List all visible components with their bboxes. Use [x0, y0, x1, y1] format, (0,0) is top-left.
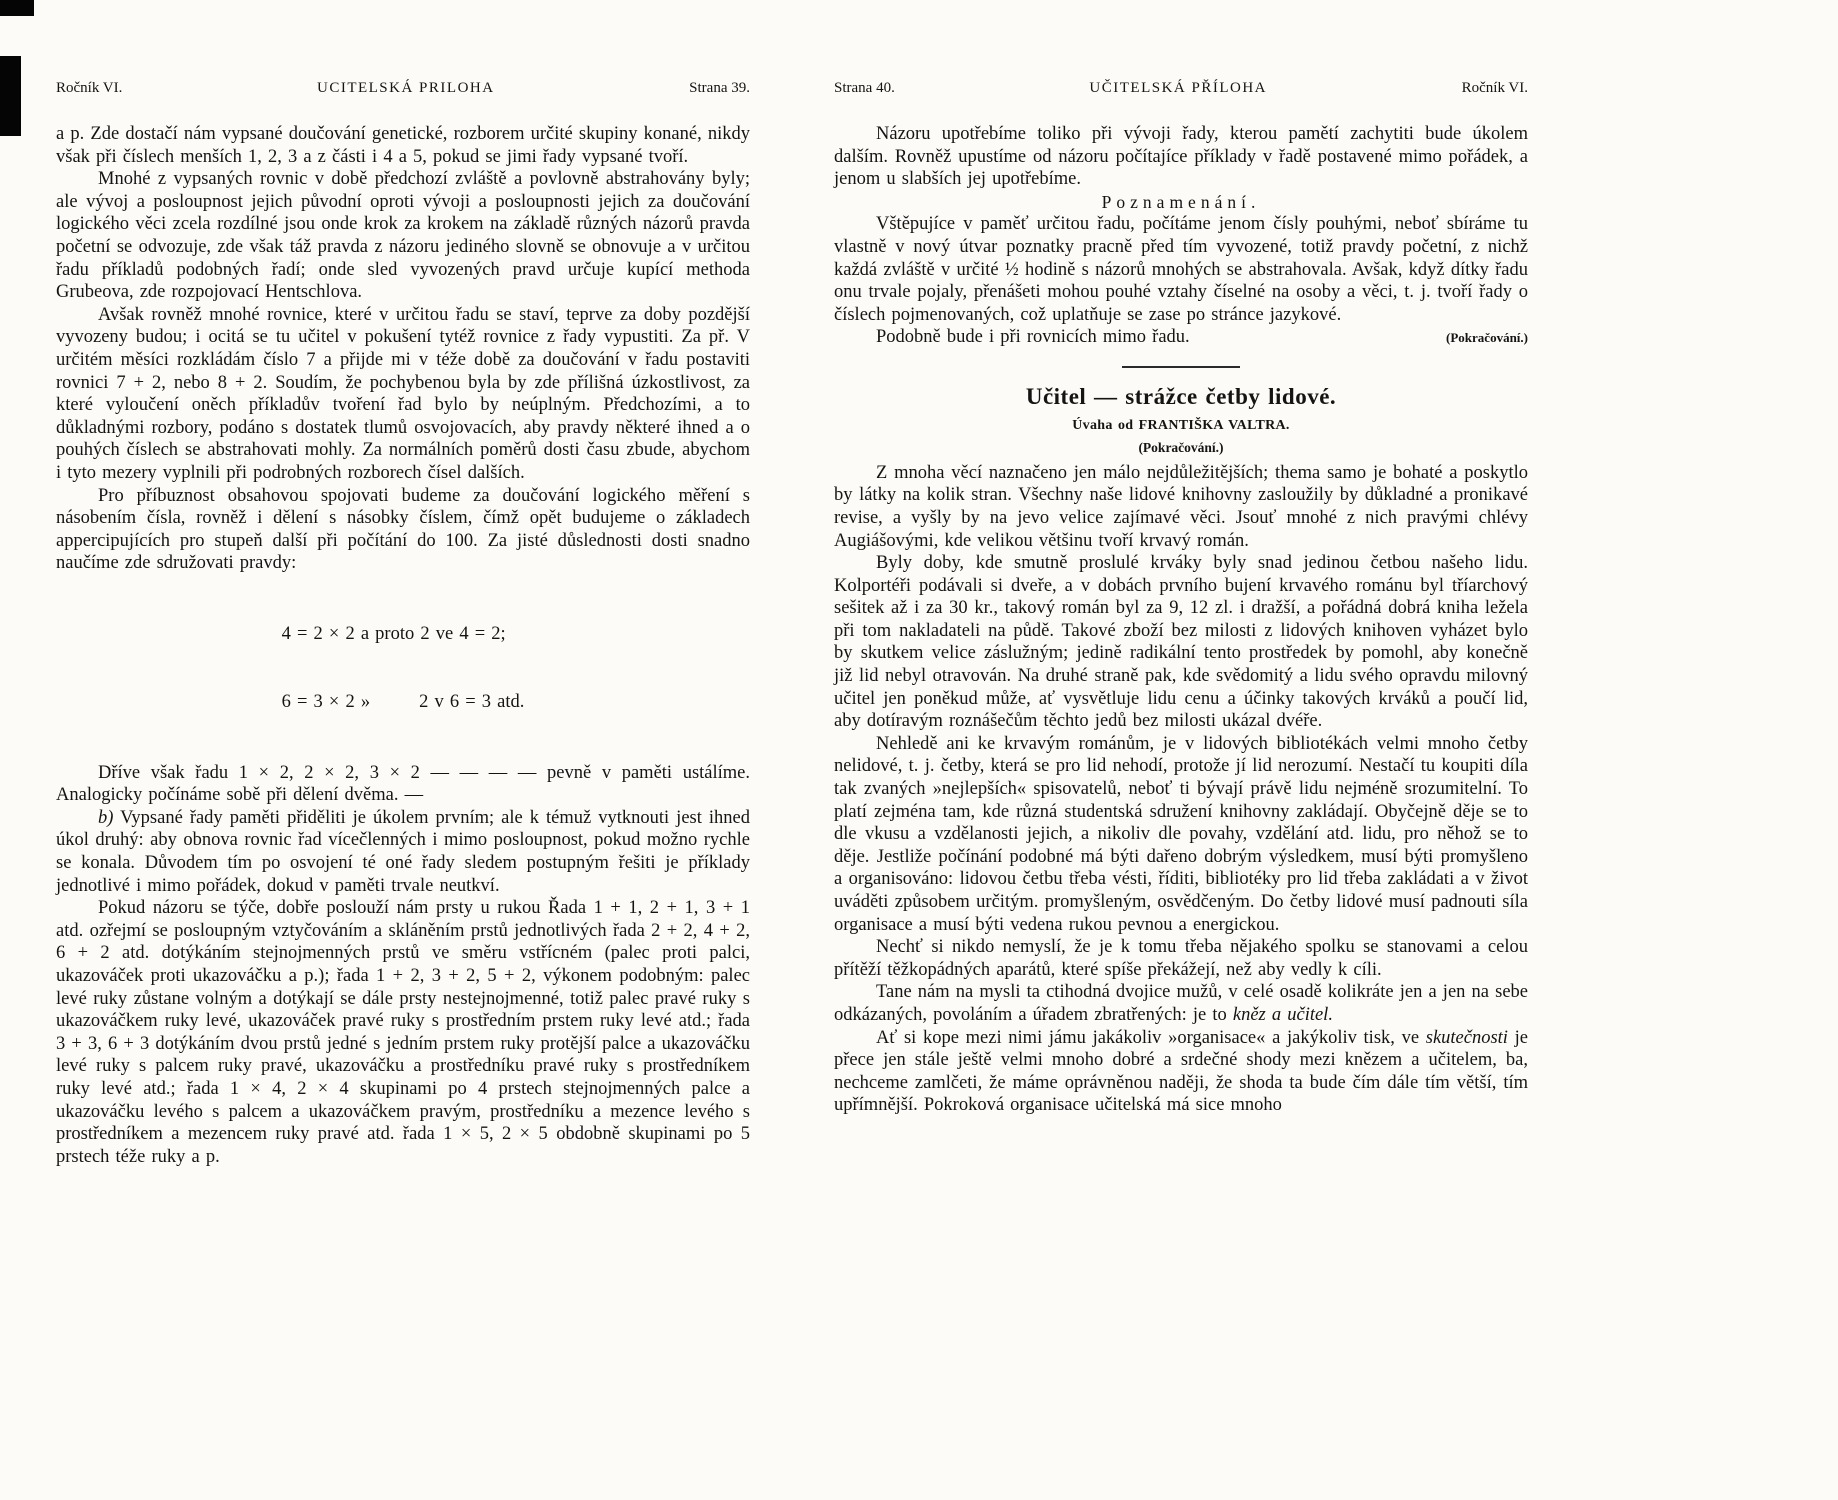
- paragraph-text: je přece jen stále ještě velmi mnoho dobré a srdečné shody mezi knězem a učitelem, ba, nechceme zamlčeti, že máme oprávněnou naději, že shoda ta bude čím dále tím větší, tím upřímnější. Pokroková organisace učitelská má sice mnoho: [834, 1027, 1528, 1116]
- italic-phrase: kněz a učitel.: [1232, 1004, 1333, 1025]
- page-right: [834, 80, 1528, 1117]
- page-number: Strana 39.: [689, 80, 750, 96]
- paragraph: Z mnoha věcí naznačeno jen málo nejdůležitějších; thema samo je bohaté a poskytlo by látky na kolik stran. Všechny naše lidové knihovny zasloužily by důkladné a pronikavé revise, a vyšly by na jevo velice zajímavé věci. Jsouť mnohé z nich pravými chlévy Augiášovými, kde velikou většinu tvoří krvavý román.: [834, 462, 1528, 551]
- equation-line: 6 = 3 × 2 » 2 v 6 = 3 atd.: [281, 691, 525, 712]
- publication-title: UČITELSKÁ PŘÍLOHA: [1089, 80, 1268, 96]
- paragraph-with-continuation: [834, 326, 1528, 350]
- italic-phrase: skutečnosti: [1425, 1027, 1508, 1048]
- page-header-right: [834, 80, 1528, 97]
- italic-list-marker: b): [98, 807, 114, 828]
- continuation-note: (Pokračování.): [1446, 330, 1528, 346]
- article-byline: Úvaha od FRANTIŠKA VALTRA.: [1072, 417, 1290, 433]
- paragraph: Názoru upotřebíme toliko při vývoji řady, kterou pamětí zachytiti bude úkolem dalším. Rovněž upustíme od názoru počítajíce příklady v řadě postavené mimo pořádek, a jenom u slabších jej upotřebíme.: [834, 124, 1528, 190]
- paragraph: Byly doby, kde smutně proslulé krváky byly snad jedinou četbou našeho lidu. Kolportéři podávali si dveře, a v dobách prvního bujení krvavého románu byl tříarchový sešitek až i za 30 kr., takový román byl za 9, 12 zl. i dražší, a pořádná dobrá kniha ležela při tom nakladateli na půdě. Takové zboží bez milosti z lidových knihoven vyházet bylo by skutkem velice záslužným; jedině radikální tento prostředek by pomohl, aby konečně již lid nebyl otravován. Na druhé straně pak, kde svědomitý a lidu svého opravdu milovný učitel jen poněkud může, ať vysvětluje lidu cenu a účinky takových krváků a poučí lid, aby dotíravým roznášečům těchto jedů bez milosti ukázal dvéře.: [834, 553, 1528, 732]
- page-body-right: [834, 123, 1528, 1117]
- publication-title: UCITELSKÁ PRILOHA: [316, 80, 495, 96]
- equation-line: 4 = 2 × 2 a proto 2 ve 4 = 2;: [281, 624, 506, 645]
- paragraph: Nechť si nikdo nemyslí, že je k tomu třeba nějakého spolku se stanovami a celou přítěží těžkopádných aparátů, které spíše překážejí, než aby vedly k cíli.: [834, 937, 1528, 980]
- volume-label: Ročník VI.: [56, 80, 123, 96]
- page-body-left: [56, 123, 750, 1168]
- section-heading-poznamenani: Poznamenání.: [1101, 191, 1261, 212]
- paragraph: Avšak rovněž mnohé rovnice, které v určitou řadu se staví, teprve za doby pozdější vyvozeny budou; i ocitá se tu učitel v pokušení tytéž rovnice z řady vypustiti. Za př. V určitém měsíci rozkládám číslo 7 a přijde mi v téže době za doučování v řadu postaviti rovnici 7 + 2, nebo 8 + 2. Soudím, že pochybenou byla by zde přílišná úzkostlivost, za které vyloučení oněch příkladův tvoření řad bylo by neúplným. Předchozími, a to důkladnými rozbory, podáno s dostatek tlumů osvojovacích, aby pravdy některé ihned a o pouhých číslech se abstrahovati mohly. Za normálních poměrů dosti času zbude, abychom i tyto mezery vyplnili při podrobných rozborech čísel dalších.: [56, 304, 750, 483]
- paragraph: Nehledě ani ke krvavým románům, je v lidových bibliotékách velmi mnoho četby nelidové, t. j. četby, která se pro lid nehodí, protože jí lid nerozumí. Nestačí tu koupiti díla tak zvaných »nejlepších« spisovatelů, neboť ti bývají právě lidu nejméně srozumitelní. To platí zejména tam, kde různá studentská sdružení knihovny zakládají. Obyčejně děje se to dle vkusu a vzdělanosti jejich, a nikoliv dle povahy, vzdělání atd. lidu, pro něhož se to děje. Jestliže počínání podobné má býti dařeno dobrým výsledkem, musí býti promyšleno a organisováno: lidovou četbu třeba vésti, říditi, bibliotéky pro lid třeba zakládati a v život uváděti způsobem určitým. promyšleným, osvědčeným. Do četby lidové musí padnouti síla organisace a musí býti vedena rukou pevnou a energickou.: [834, 733, 1528, 935]
- volume-label: Ročník VI.: [1461, 80, 1528, 96]
- article-continuation-note: (Pokračování.): [1138, 440, 1224, 456]
- page-header-left: [56, 80, 750, 97]
- equations: [282, 578, 525, 759]
- section-divider: [1122, 366, 1240, 368]
- paragraph: a p. Zde dostačí nám vypsané doučování genetické, rozborem určité skupiny konané, nikdy však při číslech menších 1, 2, 3 a z části i 4 a 5, pokud se jimi řady vypsané tvoří.: [56, 124, 750, 167]
- paragraph: Pro příbuznost obsahovou spojovati budeme za doučování logického měření s násobením čísla, rovněž i dělení s násobky číslem, čímž opět budujeme o základech appercipujících pro stupeň další při počítání do 100. Za jisté důslednosti dosti snadno naučíme zde sdružovati pravdy:: [56, 485, 750, 574]
- paragraph: Pokud názoru se týče, dobře poslouží nám prsty u rukou Řada 1 + 1, 2 + 1, 3 + 1 atd. ozřejmí se posloupným vztyčováním a skláněním prstů jednotlivých řada 2 + 2, 4 + 2, 6 + 2 atd. dotýkáním stejnojmenných prstů ve směru vstřícném (palec proti palci, ukazováček proti ukazováčku a p.); řada 1 + 2, 3 + 2, 5 + 2, výkonem podobným: palec levé ruky zůstane volným a dotýkají se dále prsty nestejnojmenné, totiž palec pravé ruky s ukazováčkem ruky levé, ukazováček pravé ruky s prostředním prstem ruky levé atd.; řada 3 + 3, 6 + 3 dotýkáním dvou prstů jedné s jedním prstem ruky protější palce a ukazováčku levé ruky s palcem ruky pravé, ukazováčku a prostředníku pravé ruky s prostředníkem ruky levé atd.; řada 1 × 4, 2 × 4 skupinami po 4 prstech stejnojmenných palce a ukazováčku levého s palcem a ukazováčkem pravým, prostředníku a mezence levého s prostředníkem a mezencem ruky pravé atd. řada 1 × 5, 2 × 5 obdobně skupinami po 5 prstech téže ruky a p.: [56, 898, 750, 1167]
- paragraph: Dříve však řadu 1 × 2, 2 × 2, 3 × 2 — — — — pevně v paměti ustálíme. Analogicky počínáme sobě při dělení dvěma. —: [56, 762, 750, 806]
- paragraph: [834, 1027, 1528, 1117]
- paragraph: Mnohé z vypsaných rovnic v době předchozí zvláště a povlovně abstrahovány byly; ale vývoj a posloupnost jejich původní oproti vývoji a posloupnosti jejich za doučování logického věci zcela rozdílné jsou onde krok za krokem na základě různých názorů pravda početní se odvozuje, zde však táž pravda z názoru jediného slovně se obnovuje a v určitou řadu příkladů podobných řadí; onde sled vyvozených pravd určuje kupící methoda Grubeova, zde rozpojovací Hentschlova.: [56, 169, 750, 303]
- paragraph-text: Tane nám na mysli ta ctihodná dvojice mužů, v celé osadě kolikráte jen a jen na sebe odkázaných, povoláním a úřadem zbratřených: je to: [834, 982, 1528, 1025]
- paragraph: Vštěpujíce v paměť určitou řadu, počítáme jenom čísly pouhými, neboť sbíráme tu vlastně v nový útvar poznatky pracně před tím vyvozené, totiž pravdy početní, z nichž každá zvláště v určité ½ hodině s názorů mnohých se abstrahovala. Avšak, když dítky řadu onu trvale pojaly, přenášeti mohou pouhé vztahy číselné na osoby a věci, t. j. tvoří řady o číslech pojmenovaných, což uplatňuje se zase po stránce jazykové.: [834, 214, 1528, 325]
- scan-artifact: [0, 56, 21, 136]
- page-left: [56, 80, 750, 1168]
- paragraph-text: Ať si kope mezi nimi jámu jakákoliv »organisace« a jakýkoliv tisk, ve: [876, 1027, 1426, 1048]
- paragraph: [834, 981, 1528, 1026]
- equation-block: [56, 578, 750, 759]
- paragraph-text: Vypsané řady paměti přiděliti je úkolem prvním; ale k témuž vytknouti jest ihned úkol druhý: aby obnova rovnic řad vícečlenných i mimo posloupnost, pokud možno rychle se konala. Důvodem tím po osvojení té oné řady sledem postupným řešiti je příklady jednotlivé i mimo pořádek, dokud v paměti trvale neutkví.: [56, 807, 750, 896]
- paragraph-text: Podobně bude i při rovnicích mimo řadu.: [876, 327, 1190, 348]
- paragraph: [56, 807, 750, 897]
- article-title: Učitel — strážce četby lidové.: [1025, 383, 1337, 409]
- page-number: Strana 40.: [834, 80, 895, 96]
- scan-artifact: [0, 0, 34, 16]
